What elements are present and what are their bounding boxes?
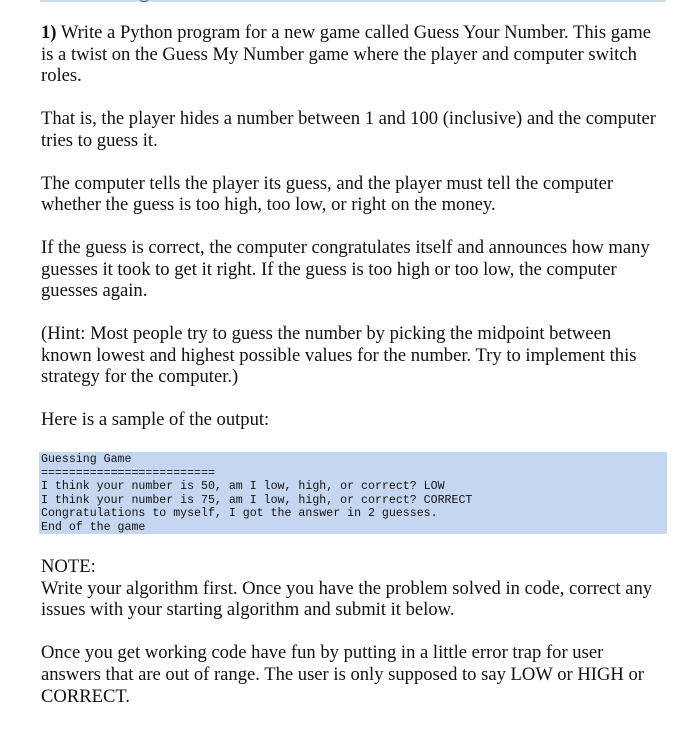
paragraph-hidden-number: That is, the player hides a number between 1 and 100 (inclusive) and the computer tries to guess it.: [41, 108, 656, 151]
question-intro: [41, 22, 665, 87]
sample-output-block: [39, 452, 667, 534]
note-extra: Once you get working code have fun by putting in a little error trap for user answers that are out of range. The user is only supposed to say LOW or HIGH or CORRECT.: [41, 642, 644, 707]
paragraph-sample-intro: Here is a sample of the output:: [41, 409, 270, 431]
top-border-rule: [40, 0, 666, 2]
code-line-title: Guessing Game: [41, 453, 132, 466]
paragraph-hint: (Hint: Most people try to guess the number by picking the midpoint between known lowest and highest possible values for the number. Try to implement this strategy for the computer.): [41, 323, 637, 388]
question-number: 1): [41, 22, 57, 43]
code-line-congrats: Congratulations to myself, I got the answer in 2 guesses.: [41, 507, 438, 521]
question-text: [41, 22, 665, 452]
note-heading: NOTE:: [41, 556, 96, 577]
code-line-end: End of the game: [41, 520, 146, 534]
code-line-guess-1: I think your number is 50, am I low, high, or correct? LOW: [41, 480, 445, 494]
note-paragraph: [41, 556, 665, 621]
note-section: [41, 556, 665, 728]
code-line-guess-2: I think your number is 75, am I low, high, or correct? CORRECT: [41, 493, 473, 507]
paragraph-correct-guess: If the guess is correct, the computer congratulates itself and announces how many guesses it took to get it right. If the guess is too high or too low, the computer guesses again.: [41, 236, 650, 302]
paragraph-computer-guess: The computer tells the player its guess, and the player must tell the computer whether the guess is too high, too low, or right on the money.: [41, 172, 614, 216]
code-line-separator: =========================: [41, 466, 215, 480]
note-body: Write your algorithm first. Once you have the problem solved in code, correct any issues with your starting algorithm and submit it below.: [41, 577, 653, 621]
question-intro-text: Write a Python program for a new game called Guess Your Number. This game is a twist on the Guess My Number game where the player and computer switch roles.: [41, 22, 651, 87]
